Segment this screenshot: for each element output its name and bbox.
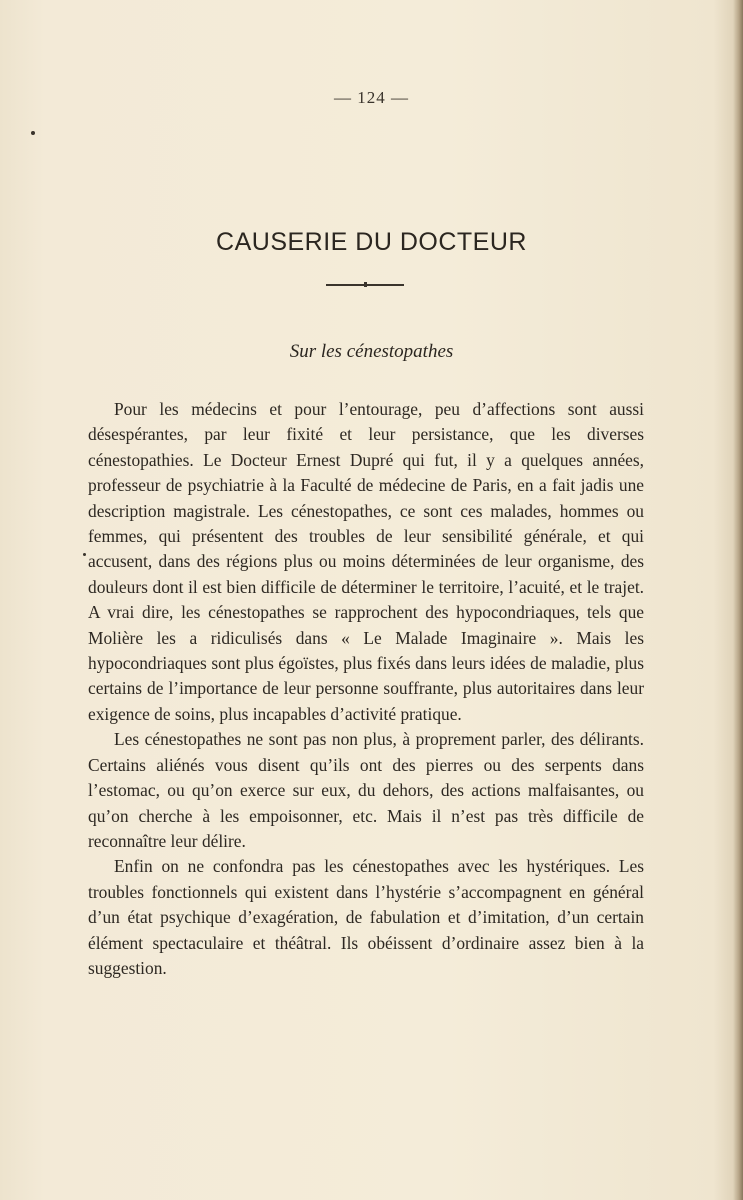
- paragraph: Les cénestopathes ne sont pas non plus, à proprement parler, des délirants. Certains aliénés vous disent qu’ils ont des pierres ou des serpents dans l’estomac, ou qu’on exerce sur eux, du dehors, des actions malfaisantes, ou qu’on cherche à les empoisonner, etc. Mais il n’est pas très difficile de reconnaître leur délire.: [88, 729, 644, 851]
- article-body: [88, 397, 644, 981]
- margin-dot: [31, 131, 35, 135]
- page-number: — 124 —: [334, 88, 409, 107]
- title-divider-mark: [364, 282, 367, 287]
- margin-dot: [83, 553, 86, 556]
- paragraph: Pour les médecins et pour l’entourage, peu d’affections sont aussi désespérantes, par leur fixité et leur persistance, que les diverses cénestopathies. Le Docteur Ernest Dupré qui fut, il y a quelques années, professeur de psychiatrie à la Faculté de médecine de Paris, en a fait jadis une description magistrale. Les cénestopathes, ce sont ces malades, hommes ou femmes, qui présentent des troubles de leur sensibilité générale, et qui accusent, dans des régions plus ou moins déterminées de leur organisme, des douleurs dont il est bien difficile de déterminer le territoire, l’acuité, et le trajet. A vrai dire, les cénestopathes se rapprochent des hypocondriaques, tels que Molière les a ridiculisés dans « Le Malade Imaginaire ». Mais les hypocondriaques sont plus égoïstes, plus fixés dans leurs idées de maladie, plus certains de l’importance de leur personne souffrante, plus autoritaires dans leur exigence de soins, plus incapables d’activité pratique.: [88, 399, 644, 724]
- article-title: CAUSERIE DU DOCTEUR: [216, 228, 527, 256]
- article-subtitle: Sur les cénestopathes: [289, 341, 454, 362]
- paragraph: Enfin on ne confondra pas les cénestopathes avec les hystériques. Les troubles fonctionnels qui existent dans l’hystérie s’accompagnent en général d’un état psychique d’exagération, de fabulation et d’imitation, d’un certain élément spectaculaire et théâtral. Ils obéissent d’ordinaire assez bien à la suggestion.: [88, 856, 644, 978]
- page-edge-shadow: [733, 0, 743, 1200]
